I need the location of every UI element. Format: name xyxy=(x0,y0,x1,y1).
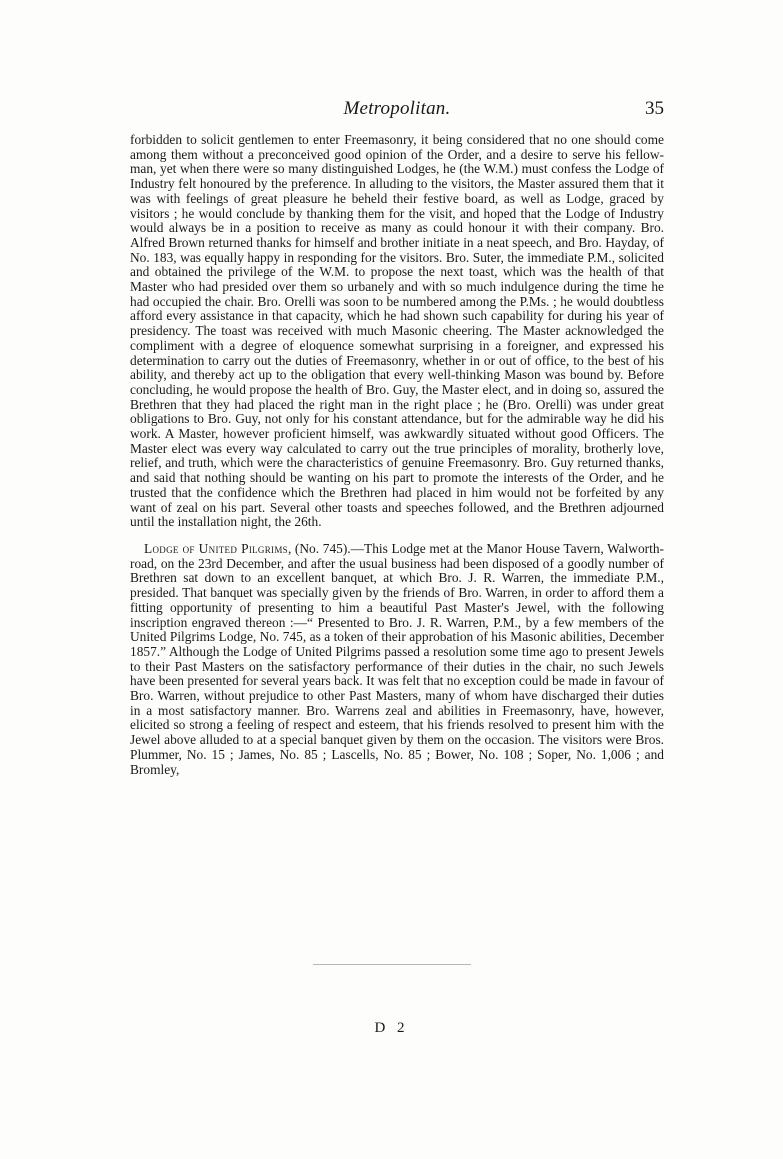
signature-mark: D 2 xyxy=(374,1020,409,1036)
page-number: 35 xyxy=(645,98,664,119)
paragraph-1: forbidden to solicit gentlemen to enter Freemasonry, it being considered that no one should come among them without a preconceived good opinion of the Order, and a desire to serve his fellow-man, yet when there were so many distinguished Lodges, he (the W.M.) must confess the Lodge of Industry felt honoured by the preference. In alluding to the visitors, the Master assured them that it was with feelings of great pleasure he beheld their festive board, as well as Lodge, graced by visitors ; he would conclude by thanking them for the visit, and hoped that the Lodge of Industry would always be in a position to receive as many as could honour it with their company. Bro. Alfred Brown returned thanks for himself and brother initiate in a neat speech, and Bro. Hayday, of No. 183, was equally happy in responding for the visitors. Bro. Suter, the immediate P.M., solicited and obtained the privilege of the W.M. to propose the next toast, which was the health of that Master who had presided over them so urbanely and with so much indulgence during the time he had occupied the chair. Bro. Orelli was soon to be numbered among the P.Ms. ; he would doubtless afford every assistance in that capacity, which he had shown such capability for during his year of presidency. The toast was received with much Masonic cheering. The Master acknowledged the compliment with a degree of eloquence somewhat surprising in a foreigner, and expressed his determination to carry out the duties of Freemasonry, whether in or out of office, to the best of his ability, and thereby act up to the obligation that every well-thinking Mason was bound by. Before concluding, he would propose the health of Bro. Guy, the Master elect, and in doing so, assured the Brethren that they had placed the right man in the right place ; he (Bro. Orelli) was under great obligations to Bro. Guy, not only for his constant attendance, but for the admirable way he did his work. A Master, however proficient himself, was awkwardly situated without good Officers. The Master elect was every way calculated to carry out the true principles of morality, brotherly love, relief, and truth, which were the characteristics of genuine Freemasonry. Bro. Guy returned thanks, and said that nothing should be wanting on his part to promote the interests of the Order, and he trusted that the confidence which the Brethren had placed in him would not be forfeited by any want of zeal on his part. Several other toasts and speeches followed, and the Brethren adjourned until the installation night, the 26th. xyxy=(130,132,664,530)
paragraph-2 xyxy=(130,542,664,777)
running-head xyxy=(130,98,664,124)
text-column xyxy=(130,133,664,777)
section-divider xyxy=(313,964,471,965)
paragraph-2-heading: Lodge of United Pilgrims xyxy=(144,540,288,556)
running-title: Metropolitan. xyxy=(343,98,451,119)
paragraph-2-text: , (No. 745).—This Lodge met at the Manor House Tavern, Walworth-road, on the 23rd December, and after the usual business had been disposed of a goodly number of Brethren sat down to an excellent banquet, at which Bro. J. R. Warren, the immediate P.M., presided. That banquet was specially given by the friends of Bro. Warren, in order to afford them a fitting opportunity of presenting to him a beautiful Past Master's Jewel, with the following inscription engraved thereon :—“ Presented to Bro. J. R. Warren, P.M., by a few members of the United Pilgrims Lodge, No. 745, as a token of their approbation of his Masonic abilities, December 1857.” Although the Lodge of United Pilgrims passed a resolution some time ago to present Jewels to their Past Masters on the satisfactory performance of their duties in the chair, no such Jewels have been presented for several years back. It was felt that no exception could be made in favour of Bro. Warren, without prejudice to other Past Masters, many of whom have discharged their duties in a most satisfactory manner. Bro. Warrens zeal and abilities in Freemasonry, have, however, elicited so strong a feeling of respect and esteem, that his friends resolved to present him with the Jewel above alluded to at a special banquet given by them on the occasion. The visitors were Bros. Plummer, No. 15 ; James, No. 85 ; Lascells, No. 85 ; Bower, No. 108 ; Soper, No. 1,006 ; and Bromley, xyxy=(130,540,664,777)
